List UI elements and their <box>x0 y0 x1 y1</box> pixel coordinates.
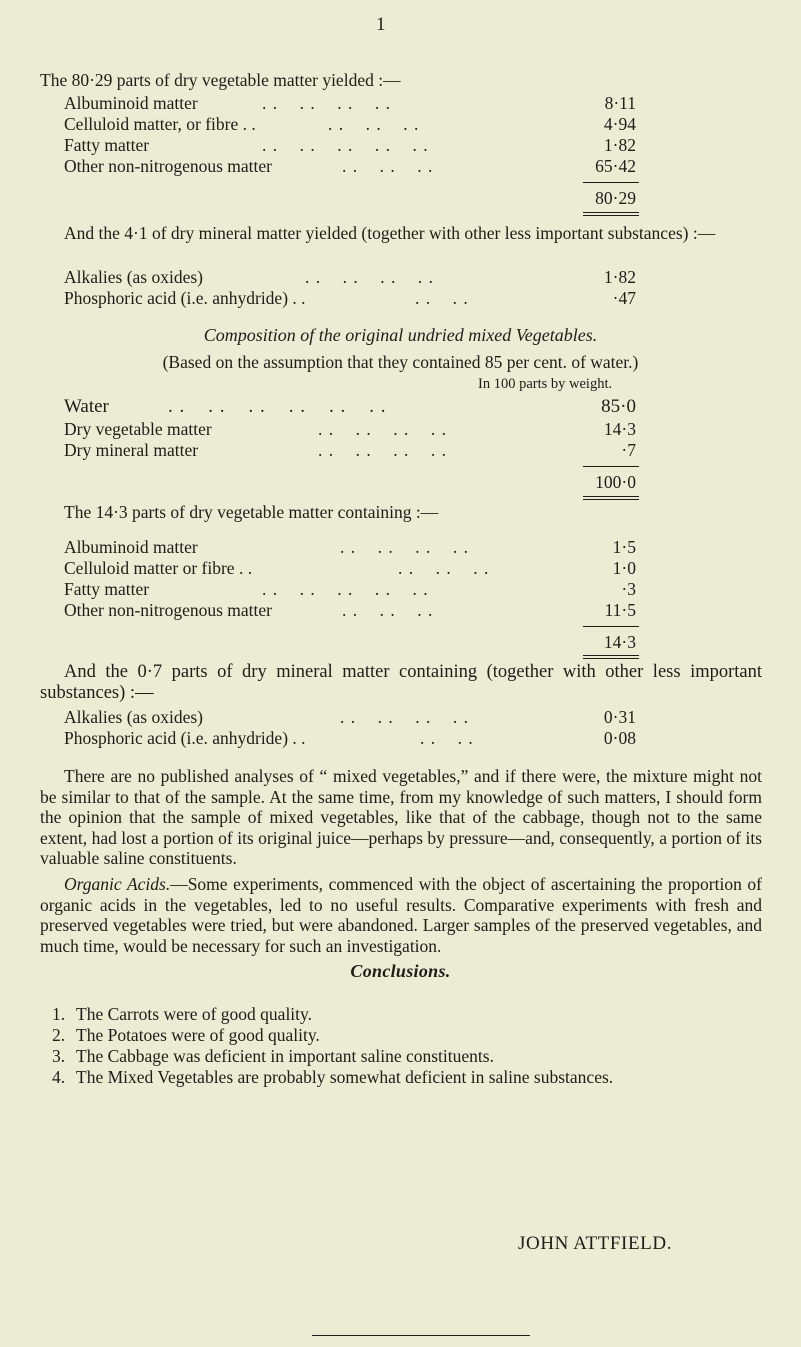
section4-row <box>0 728 801 748</box>
leader-dots: . . . . . . . . <box>262 93 391 113</box>
section3-row <box>0 579 801 599</box>
row-value: 0·08 <box>603 728 636 748</box>
row-value: ·47 <box>612 288 636 308</box>
section4-intro: And the 0·7 parts of dry mineral matter containing (together with other less important substances) :— <box>40 662 762 703</box>
row-value: 1·82 <box>603 135 636 155</box>
double-rule <box>583 655 639 659</box>
conclusions-title: Conclusions. <box>350 961 451 981</box>
section3-total: 14·3 <box>603 632 636 652</box>
footer-rule <box>312 1335 530 1336</box>
leader-dots: . . . . . . . . <box>340 537 469 557</box>
leader-dots: . . . . . . <box>398 558 490 578</box>
section3-row <box>0 600 801 620</box>
leader-dots: . . . . . . <box>328 114 420 134</box>
leader-dots: . . . . . . . . . . . . <box>168 396 387 417</box>
section3-row <box>0 537 801 557</box>
item-text: The Potatoes were of good quality. <box>76 1025 320 1045</box>
section2-row <box>0 267 801 287</box>
composition-total: 100·0 <box>595 472 636 492</box>
row-label: Celluloid matter, or fibre . . <box>64 114 256 134</box>
row-value: 4·94 <box>603 114 636 134</box>
row-label: Water <box>64 396 109 417</box>
section3-intro: The 14·3 parts of dry vegetable matter containing :— <box>64 502 439 522</box>
leader-dots: . . . . . . . . <box>305 267 434 287</box>
composition-title: Composition of the original undried mixed Vegetables. <box>203 325 598 345</box>
leader-dots: . . . . . . . . <box>318 419 447 439</box>
item-number: 1. <box>52 1004 66 1024</box>
section3-row <box>0 558 801 578</box>
row-value: 0·31 <box>603 707 636 727</box>
row-value: 1·5 <box>612 537 636 557</box>
leader-dots: . . . . . . . . . . <box>262 579 429 599</box>
leader-dots: . . . . <box>415 288 469 308</box>
item-number: 4. <box>52 1067 66 1087</box>
organic-acids-paragraph <box>40 874 762 956</box>
section1-intro: The 80·29 parts of dry vegetable matter yielded :— <box>40 70 401 90</box>
conclusion-item <box>52 1067 613 1088</box>
row-label: Celluloid matter or fibre . . <box>64 558 253 578</box>
row-label: Alkalies (as oxides) <box>64 267 203 287</box>
section1-row <box>0 156 801 176</box>
leader-dots: . . . . . . <box>342 600 434 620</box>
analyses-paragraph: There are no published analyses of “ mixed vegetables,” and if there were, the mixture might not be similar to that of the sample. At the same time, from my knowledge of such matters, I should form the opinion that the sample of mixed vegetables, like that of the cabbage, though not to the same extent, had lost a portion of its original juice—perhaps by pressure—and, consequently, a portion of its valuable saline constituents. <box>40 766 762 869</box>
row-value: 1·82 <box>603 267 636 287</box>
row-value: 1·0 <box>612 558 636 578</box>
conclusion-item <box>52 1025 320 1046</box>
leader-dots: . . . . . . . . <box>318 440 447 460</box>
item-number: 2. <box>52 1025 66 1045</box>
row-label: Dry mineral matter <box>64 440 199 460</box>
double-rule <box>583 496 639 500</box>
row-label: Fatty matter <box>64 135 150 155</box>
composition-subtitle: (Based on the assumption that they contained 85 per cent. of water.) <box>162 352 639 372</box>
row-label: Albuminoid matter <box>64 93 198 113</box>
section1-row <box>0 93 801 113</box>
row-value: 11·5 <box>604 600 636 620</box>
sum-rule <box>583 466 639 467</box>
row-value: ·7 <box>621 440 636 460</box>
unit-note: In 100 parts by weight. <box>478 376 613 392</box>
sum-rule <box>583 182 639 183</box>
leader-dots: . . . . . . . . <box>340 707 469 727</box>
row-value: 85·0 <box>601 396 636 417</box>
conclusion-item <box>52 1046 494 1067</box>
row-value: ·3 <box>621 579 636 599</box>
sum-rule <box>583 626 639 627</box>
section1-total: 80·29 <box>595 188 636 208</box>
page-number: 1 <box>376 14 386 35</box>
row-label: Phosphoric acid (i.e. anhydride) . . <box>64 288 306 308</box>
organic-acids-text: —Some experiments, commenced with the object of ascertaining the proportion of organic acids in the vegetables, led to no useful results. Comparative experiments with fresh and preserved vegetables were tried, but were abandoned. Larger samples of the preserved vegetables, and much time, would be necessary for such an investigation. <box>40 874 762 956</box>
row-label: Dry vegetable matter <box>64 419 212 439</box>
row-label: Other non-nitrogenous matter <box>64 600 273 620</box>
leader-dots: . . . . <box>420 728 474 748</box>
section2-row <box>0 288 801 308</box>
item-text: The Cabbage was deficient in important saline constituents. <box>76 1046 494 1066</box>
row-value: 65·42 <box>595 156 636 176</box>
row-value: 14·3 <box>603 419 636 439</box>
leader-dots: . . . . . . . . . . <box>262 135 429 155</box>
composition-row <box>0 440 801 460</box>
section4-row <box>0 707 801 727</box>
organic-acids-heading: Organic Acids. <box>64 874 171 894</box>
row-label: Phosphoric acid (i.e. anhydride) . . <box>64 728 306 748</box>
section2-intro: And the 4·1 of dry mineral matter yielded (together with other less important substances) :— <box>64 223 716 243</box>
composition-row <box>0 419 801 439</box>
leader-dots: . . . . . . <box>342 156 434 176</box>
section1-row <box>0 135 801 155</box>
double-rule <box>583 212 639 216</box>
section1-row <box>0 114 801 134</box>
item-text: The Mixed Vegetables are probably somewhat deficient in saline substances. <box>76 1067 614 1087</box>
item-text: The Carrots were of good quality. <box>76 1004 313 1024</box>
signature: JOHN ATTFIELD. <box>518 1233 673 1254</box>
row-label: Alkalies (as oxides) <box>64 707 203 727</box>
row-label: Fatty matter <box>64 579 150 599</box>
composition-row <box>0 397 801 417</box>
conclusion-item <box>52 1004 312 1025</box>
row-label: Albuminoid matter <box>64 537 198 557</box>
row-value: 8·11 <box>604 93 636 113</box>
row-label: Other non-nitrogenous matter <box>64 156 273 176</box>
item-number: 3. <box>52 1046 66 1066</box>
